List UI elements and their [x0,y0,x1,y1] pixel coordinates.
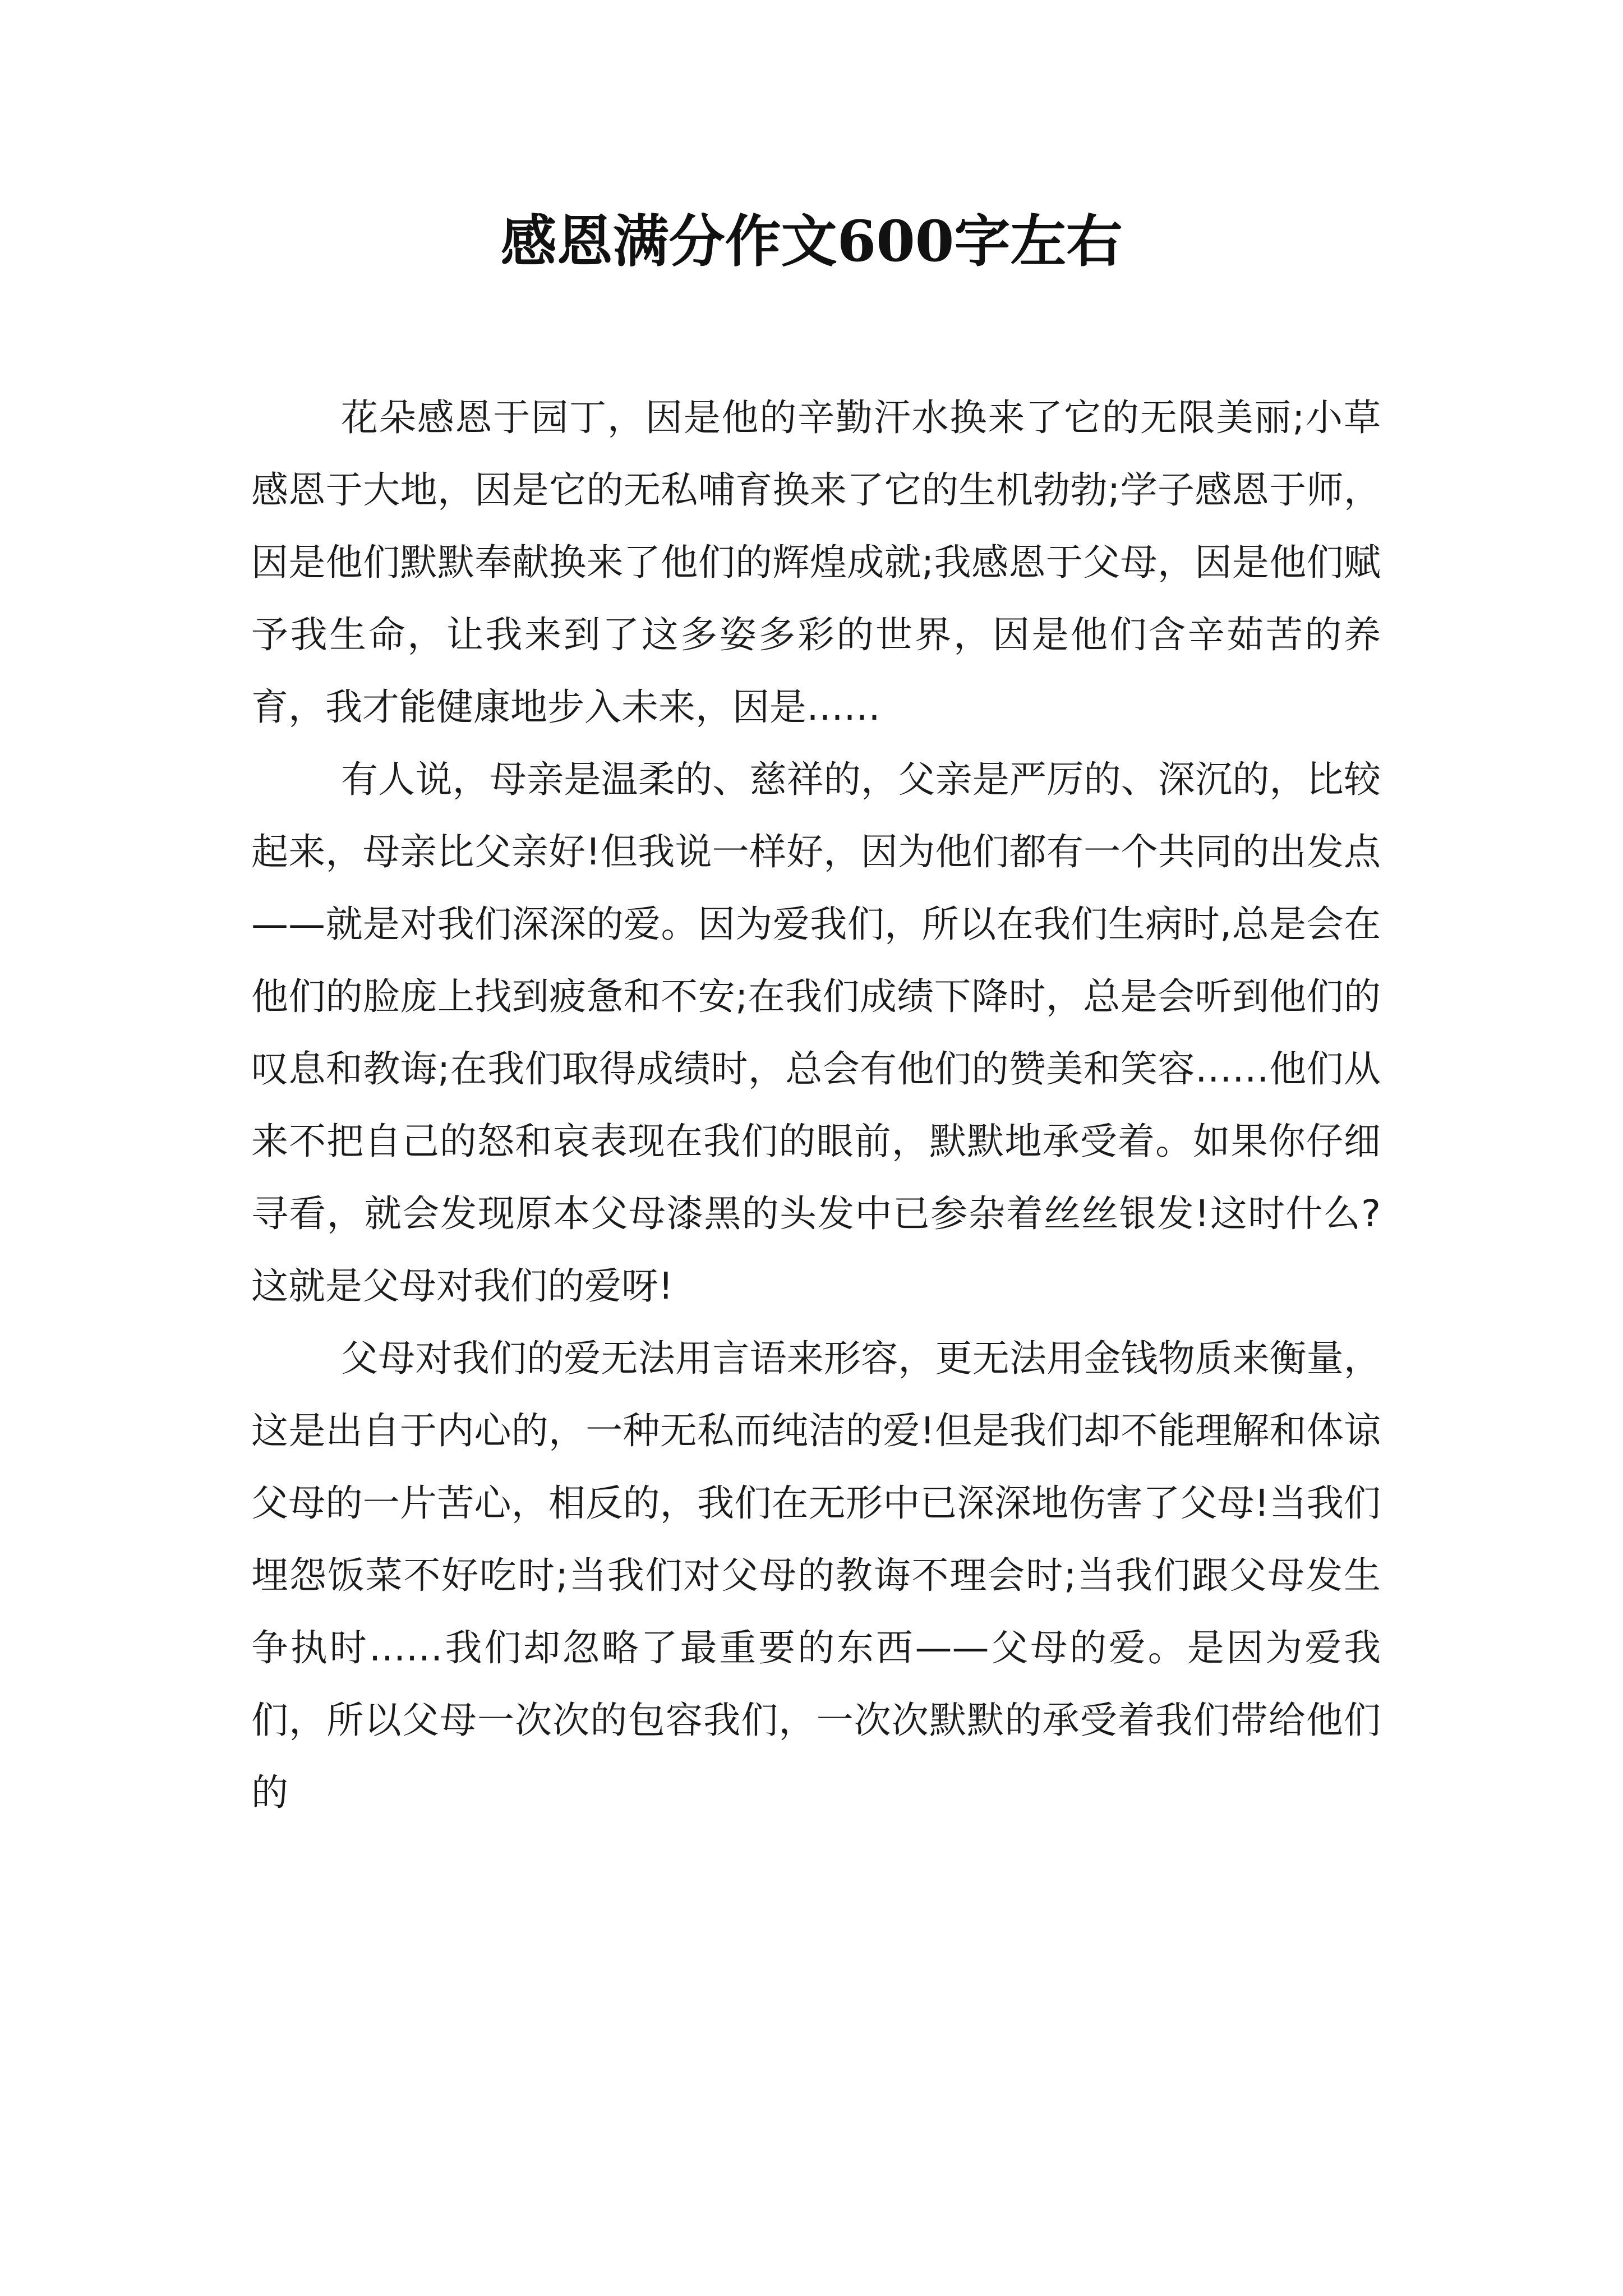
paragraph-3: 父母对我们的爱无法用言语来形容，更无法用金钱物质来衡量，这是出自于内心的，一种无私而纯洁的爱!但是我们却不能理解和体谅父母的一片苦心，相反的，我们在无形中已深深地伤害了父母!当我们埋怨饭菜不好吃时;当我们对父母的教诲不理会时;当我们跟父母发生争执时……我们却忽略了最重要的东西——父母的爱。是因为爱我们，所以父母一次次的包容我们，一次次默默的承受着我们带给他们的 [251,1337,1381,1814]
paragraph-2: 有人说，母亲是温柔的、慈祥的，父亲是严厉的、深沉的，比较起来，母亲比父亲好!但我说一样好，因为他们都有一个共同的出发点——就是对我们深深的爱。因为爱我们，所以在我们生病时,总是会在他们的脸庞上找到疲惫和不安;在我们成绩下降时，总是会听到他们的叹息和教诲;在我们取得成绩时，总会有他们的赞美和笑容……他们从来不把自己的怒和哀表现在我们的眼前，默默地承受着。如果你仔细寻看，就会发现原本父母漆黑的头发中已参杂着丝丝银发!这时什么?这就是父母对我们的爱呀! [251,758,1381,1308]
document-body [251,381,1381,1829]
document-title: 感恩满分作文600字左右 [500,208,1123,274]
paragraph-1: 花朵感恩于园丁，因是他的辛勤汗水换来了它的无限美丽;小草感恩于大地，因是它的无私哺育换来了它的生机勃勃;学子感恩于师，因是他们默默奉献换来了他们的辉煌成就;我感恩于父母，因是他们赋予我生命，让我来到了这多姿多彩的世界，因是他们含辛茹苦的养育，我才能健康地步入未来，因是…… [251,396,1381,729]
